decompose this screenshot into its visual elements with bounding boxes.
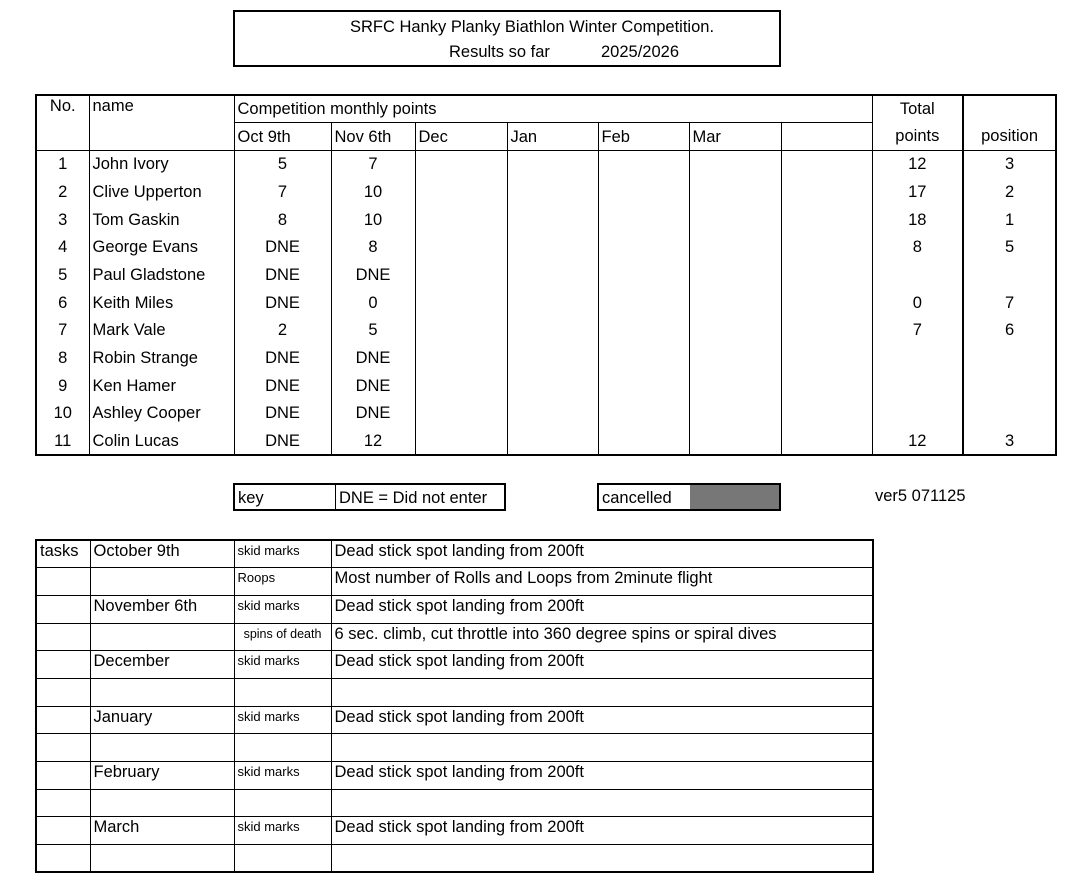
task-month [90,678,234,706]
points-mar [689,289,781,317]
points-dec [415,206,507,234]
points-blank [781,400,872,428]
points-mar [689,400,781,428]
points-oct: DNE [234,289,331,317]
row-number: 7 [36,317,89,345]
header-month-blank [781,123,872,151]
task-month [90,734,234,762]
cancelled-swatch [690,485,779,509]
total-points [872,400,963,428]
position: 3 [963,427,1056,455]
points-jan [507,427,598,455]
points-feb [598,317,689,345]
task-month [90,623,234,651]
row-number: 6 [36,289,89,317]
task-name: skid marks [234,651,331,679]
points-oct: DNE [234,233,331,261]
points-oct: 2 [234,317,331,345]
tasks-label [36,734,90,762]
points-dec [415,344,507,372]
header-total-line2: points [872,123,963,151]
total-points: 0 [872,289,963,317]
task-description: Most number of Rolls and Loops from 2minute flight [331,568,873,596]
row-number: 1 [36,150,89,178]
key-text: DNE = Did not enter [339,489,488,507]
points-jan [507,178,598,206]
position [963,400,1056,428]
table-row [36,289,1056,317]
points-blank [781,233,872,261]
header-position-blank [963,95,1056,123]
position: 6 [963,317,1056,345]
points-dec [415,261,507,289]
table-row [36,261,1056,289]
task-row [36,651,873,679]
task-row [36,845,873,873]
total-points: 12 [872,150,963,178]
tasks-label [36,595,90,623]
table-row [36,344,1056,372]
task-row [36,623,873,651]
total-points [872,344,963,372]
tasks-label [36,678,90,706]
task-name [234,734,331,762]
table-row [36,400,1056,428]
points-feb [598,150,689,178]
points-nov: 12 [331,427,415,455]
points-dec [415,178,507,206]
points-nov: 7 [331,150,415,178]
points-jan [507,261,598,289]
header-row-1 [36,95,1056,123]
points-feb [598,178,689,206]
total-points: 17 [872,178,963,206]
points-blank [781,372,872,400]
task-row [36,678,873,706]
table-row [36,372,1056,400]
points-jan [507,150,598,178]
task-description: Dead stick spot landing from 200ft [331,595,873,623]
position [963,372,1056,400]
task-name: skid marks [234,817,331,845]
header-position: position [963,123,1056,151]
task-row [36,540,873,568]
position: 5 [963,233,1056,261]
points-blank [781,344,872,372]
points-feb [598,372,689,400]
position [963,261,1056,289]
version-label: ver5 071125 [875,487,966,505]
points-feb [598,400,689,428]
points-nov: DNE [331,261,415,289]
player-name: Ken Hamer [89,372,234,400]
points-blank [781,289,872,317]
points-nov: 10 [331,206,415,234]
task-name: skid marks [234,540,331,568]
task-month: January [90,706,234,734]
cancelled-legend [597,483,781,511]
table-row [36,317,1056,345]
table-row [36,150,1056,178]
points-feb [598,344,689,372]
header-month-oct: Oct 9th [234,123,331,151]
task-description: Dead stick spot landing from 200ft [331,762,873,790]
points-oct: 8 [234,206,331,234]
task-month [90,845,234,873]
header-month-mar: Mar [689,123,781,151]
player-name: Tom Gaskin [89,206,234,234]
task-month: February [90,762,234,790]
task-name [234,678,331,706]
position: 3 [963,150,1056,178]
points-nov: DNE [331,344,415,372]
task-name [234,789,331,817]
task-month [90,568,234,596]
task-row [36,706,873,734]
points-blank [781,206,872,234]
player-name: Paul Gladstone [89,261,234,289]
points-oct: 7 [234,178,331,206]
player-name: Mark Vale [89,317,234,345]
tasks-label: tasks [36,540,90,568]
header-name: name [89,95,234,150]
player-name: Robin Strange [89,344,234,372]
points-jan [507,400,598,428]
task-row [36,568,873,596]
tasks-table [35,539,874,873]
points-mar [689,261,781,289]
tasks-label [36,762,90,790]
points-feb [598,206,689,234]
task-name: skid marks [234,706,331,734]
row-number: 10 [36,400,89,428]
points-nov: DNE [331,400,415,428]
cancelled-label: cancelled [602,489,672,507]
task-description: 6 sec. climb, cut throttle into 360 degree spins or spiral dives [331,623,873,651]
row-number: 2 [36,178,89,206]
tasks-label [36,789,90,817]
task-description: Dead stick spot landing from 200ft [331,651,873,679]
header-competition-monthly-points: Competition monthly points [234,95,872,123]
task-month: November 6th [90,595,234,623]
task-description: Dead stick spot landing from 200ft [331,540,873,568]
points-nov: 10 [331,178,415,206]
header-month-feb: Feb [598,123,689,151]
tasks-label [36,568,90,596]
total-points: 12 [872,427,963,455]
row-number: 4 [36,233,89,261]
tasks-label [36,706,90,734]
player-name: Ashley Cooper [89,400,234,428]
position [963,344,1056,372]
points-mar [689,178,781,206]
task-name: skid marks [234,762,331,790]
points-oct: 5 [234,150,331,178]
player-name: John Ivory [89,150,234,178]
points-dec [415,400,507,428]
tasks-label [36,845,90,873]
points-blank [781,317,872,345]
points-feb [598,427,689,455]
points-dec [415,427,507,455]
tasks-label [36,623,90,651]
task-row [36,762,873,790]
header-no: No. [36,95,89,150]
player-name: George Evans [89,233,234,261]
points-oct: DNE [234,261,331,289]
table-row [36,427,1056,455]
key-box [233,483,506,511]
task-description [331,734,873,762]
task-description: Dead stick spot landing from 200ft [331,817,873,845]
points-nov: 5 [331,317,415,345]
total-points [872,261,963,289]
points-nov: 0 [331,289,415,317]
points-jan [507,289,598,317]
points-jan [507,372,598,400]
points-nov: DNE [331,372,415,400]
task-month: December [90,651,234,679]
header-month-jan: Jan [507,123,598,151]
key-label: key [235,485,336,509]
table-row [36,178,1056,206]
row-number: 11 [36,427,89,455]
points-feb [598,261,689,289]
results-table [35,94,1057,456]
points-oct: DNE [234,400,331,428]
points-mar [689,150,781,178]
task-row [36,817,873,845]
header-total-line1: Total [872,95,963,123]
points-oct: DNE [234,427,331,455]
points-dec [415,233,507,261]
header-month-nov: Nov 6th [331,123,415,151]
total-points [872,372,963,400]
points-feb [598,289,689,317]
task-name: skid marks [234,595,331,623]
row-number: 3 [36,206,89,234]
points-mar [689,427,781,455]
total-points: 7 [872,317,963,345]
task-month: October 9th [90,540,234,568]
points-dec [415,317,507,345]
task-name [234,845,331,873]
position: 2 [963,178,1056,206]
row-number: 8 [36,344,89,372]
points-dec [415,150,507,178]
points-mar [689,344,781,372]
points-mar [689,317,781,345]
task-row [36,734,873,762]
row-number: 5 [36,261,89,289]
table-row [36,233,1056,261]
tasks-label [36,817,90,845]
points-oct: DNE [234,372,331,400]
points-dec [415,289,507,317]
task-month [90,789,234,817]
player-name: Clive Upperton [89,178,234,206]
points-jan [507,206,598,234]
player-name: Colin Lucas [89,427,234,455]
title-box [233,10,781,67]
points-dec [415,372,507,400]
row-number: 9 [36,372,89,400]
total-points: 8 [872,233,963,261]
header-month-dec: Dec [415,123,507,151]
position: 1 [963,206,1056,234]
player-name: Keith Miles [89,289,234,317]
points-blank [781,178,872,206]
points-feb [598,233,689,261]
task-description [331,678,873,706]
points-mar [689,372,781,400]
points-blank [781,261,872,289]
points-jan [507,317,598,345]
points-mar [689,233,781,261]
page-title: SRFC Hanky Planky Biathlon Winter Competition. [349,18,715,36]
points-jan [507,344,598,372]
points-jan [507,233,598,261]
points-blank [781,150,872,178]
task-name: Roops [234,568,331,596]
task-row [36,789,873,817]
task-description [331,845,873,873]
table-row [36,206,1056,234]
task-description: Dead stick spot landing from 200ft [331,706,873,734]
position: 7 [963,289,1056,317]
points-oct: DNE [234,344,331,372]
task-name: spins of death [234,623,331,651]
total-points: 18 [872,206,963,234]
tasks-label [36,651,90,679]
points-blank [781,427,872,455]
subtitle: Results so far [449,43,550,61]
task-description [331,789,873,817]
season: 2025/2026 [601,43,679,61]
task-row [36,595,873,623]
task-month: March [90,817,234,845]
points-nov: 8 [331,233,415,261]
points-mar [689,206,781,234]
